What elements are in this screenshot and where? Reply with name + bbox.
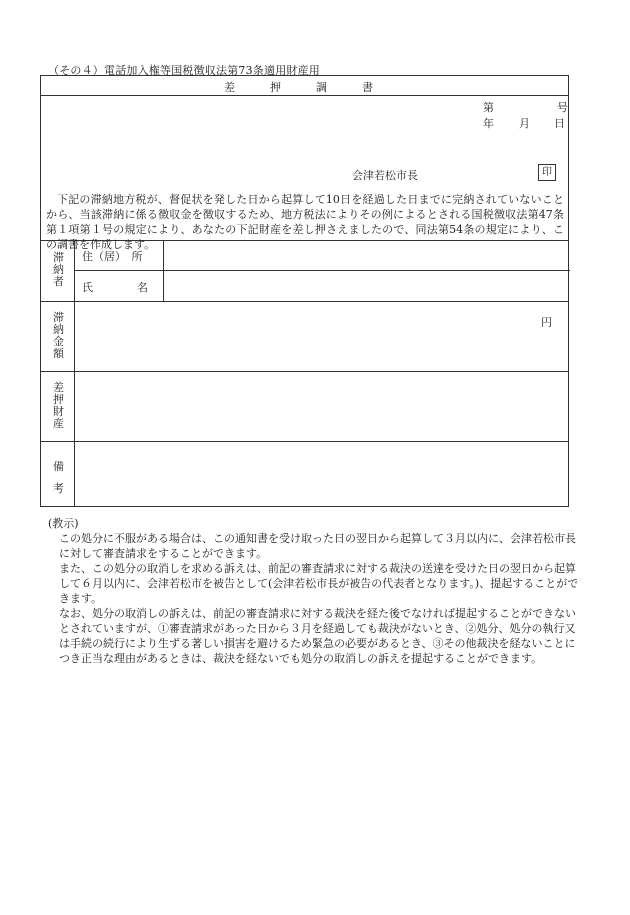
amount-label: 滞納金額 (53, 311, 64, 360)
amount-label-cell (41, 302, 75, 371)
seal-mark: 印 (538, 164, 556, 181)
remarks-label-cell (41, 442, 75, 506)
remarks-label: 備 考 (53, 460, 75, 495)
form-title: 差 押 調 書 (224, 81, 385, 94)
name-label-cell (75, 271, 164, 301)
address-label: 住（居） 所 (82, 250, 143, 263)
address-label-cell (75, 240, 164, 270)
yen-unit: 円 (541, 316, 552, 329)
property-row (41, 372, 568, 442)
taxpayer-row (41, 240, 568, 302)
instructions-paragraph-3: なお、処分の取消しの訴えは、前記の審査請求に対する裁決を経た後でなければ提起することができないとされていますが、①審査請求があった日から３月を経過しても裁決がないとき、②処分、処分の執行又は手続の続行により生ずる著しい損害を避けるため緊急の必要があるとき、③その他裁決を経ないことにつき正当な理由があるときは、裁決を経ないでも処分の取消しの訴えを提起することができます。 (59, 607, 576, 665)
notice-body-content: 下記の滞納地方税が、督促状を発した日から起算して10日を経過した日までに完納されていないことから、当該滞納に係る徴収金を徴収するため、地方税法によりその例によるとされる国税徴収法第47条第１項第１号の規定により、あなたの下記財産を差し押さえましたので、同法第54条の規定により、この調書を作成します。 (46, 193, 564, 251)
property-label-cell (41, 372, 75, 441)
instructions-heading: (教示) (48, 517, 79, 530)
taxpayer-label: 滞納者 (53, 251, 64, 288)
issuer-name: 会津若松市長 (352, 169, 418, 182)
number-suffix: 号 (557, 101, 568, 114)
form-type-note: （その４）電話加入権等国税徴収法第73条適用財産用 (48, 64, 320, 77)
taxpayer-label-cell (41, 240, 75, 301)
title-row (41, 76, 568, 96)
date-year-label: 年 (483, 117, 494, 130)
seizure-record-form (40, 75, 569, 507)
notice-section (41, 95, 568, 251)
amount-row (41, 302, 568, 372)
instructions-paragraph-2: また、この処分の取消しを求める訴えは、前記の審査請求に対する裁決の送達を受けた日の翌日から起算して６月以内に、会津若松市を被告として(会津若松市長が被告の代表者となります。)、提起することができます。 (59, 562, 579, 605)
property-label: 差押財産 (53, 381, 64, 430)
instructions-paragraph-1: この処分に不服がある場合は、この通知書を受け取った日の翌日から起算して３月以内に、会津若松市長に対して審査請求をすることができます。 (59, 532, 576, 560)
remarks-row (41, 442, 568, 506)
number-prefix: 第 (483, 101, 494, 114)
instructions-section (48, 516, 580, 666)
date-day-label: 日 (554, 117, 565, 130)
date-month-label: 月 (519, 117, 530, 130)
name-label: 氏 名 (82, 281, 148, 294)
